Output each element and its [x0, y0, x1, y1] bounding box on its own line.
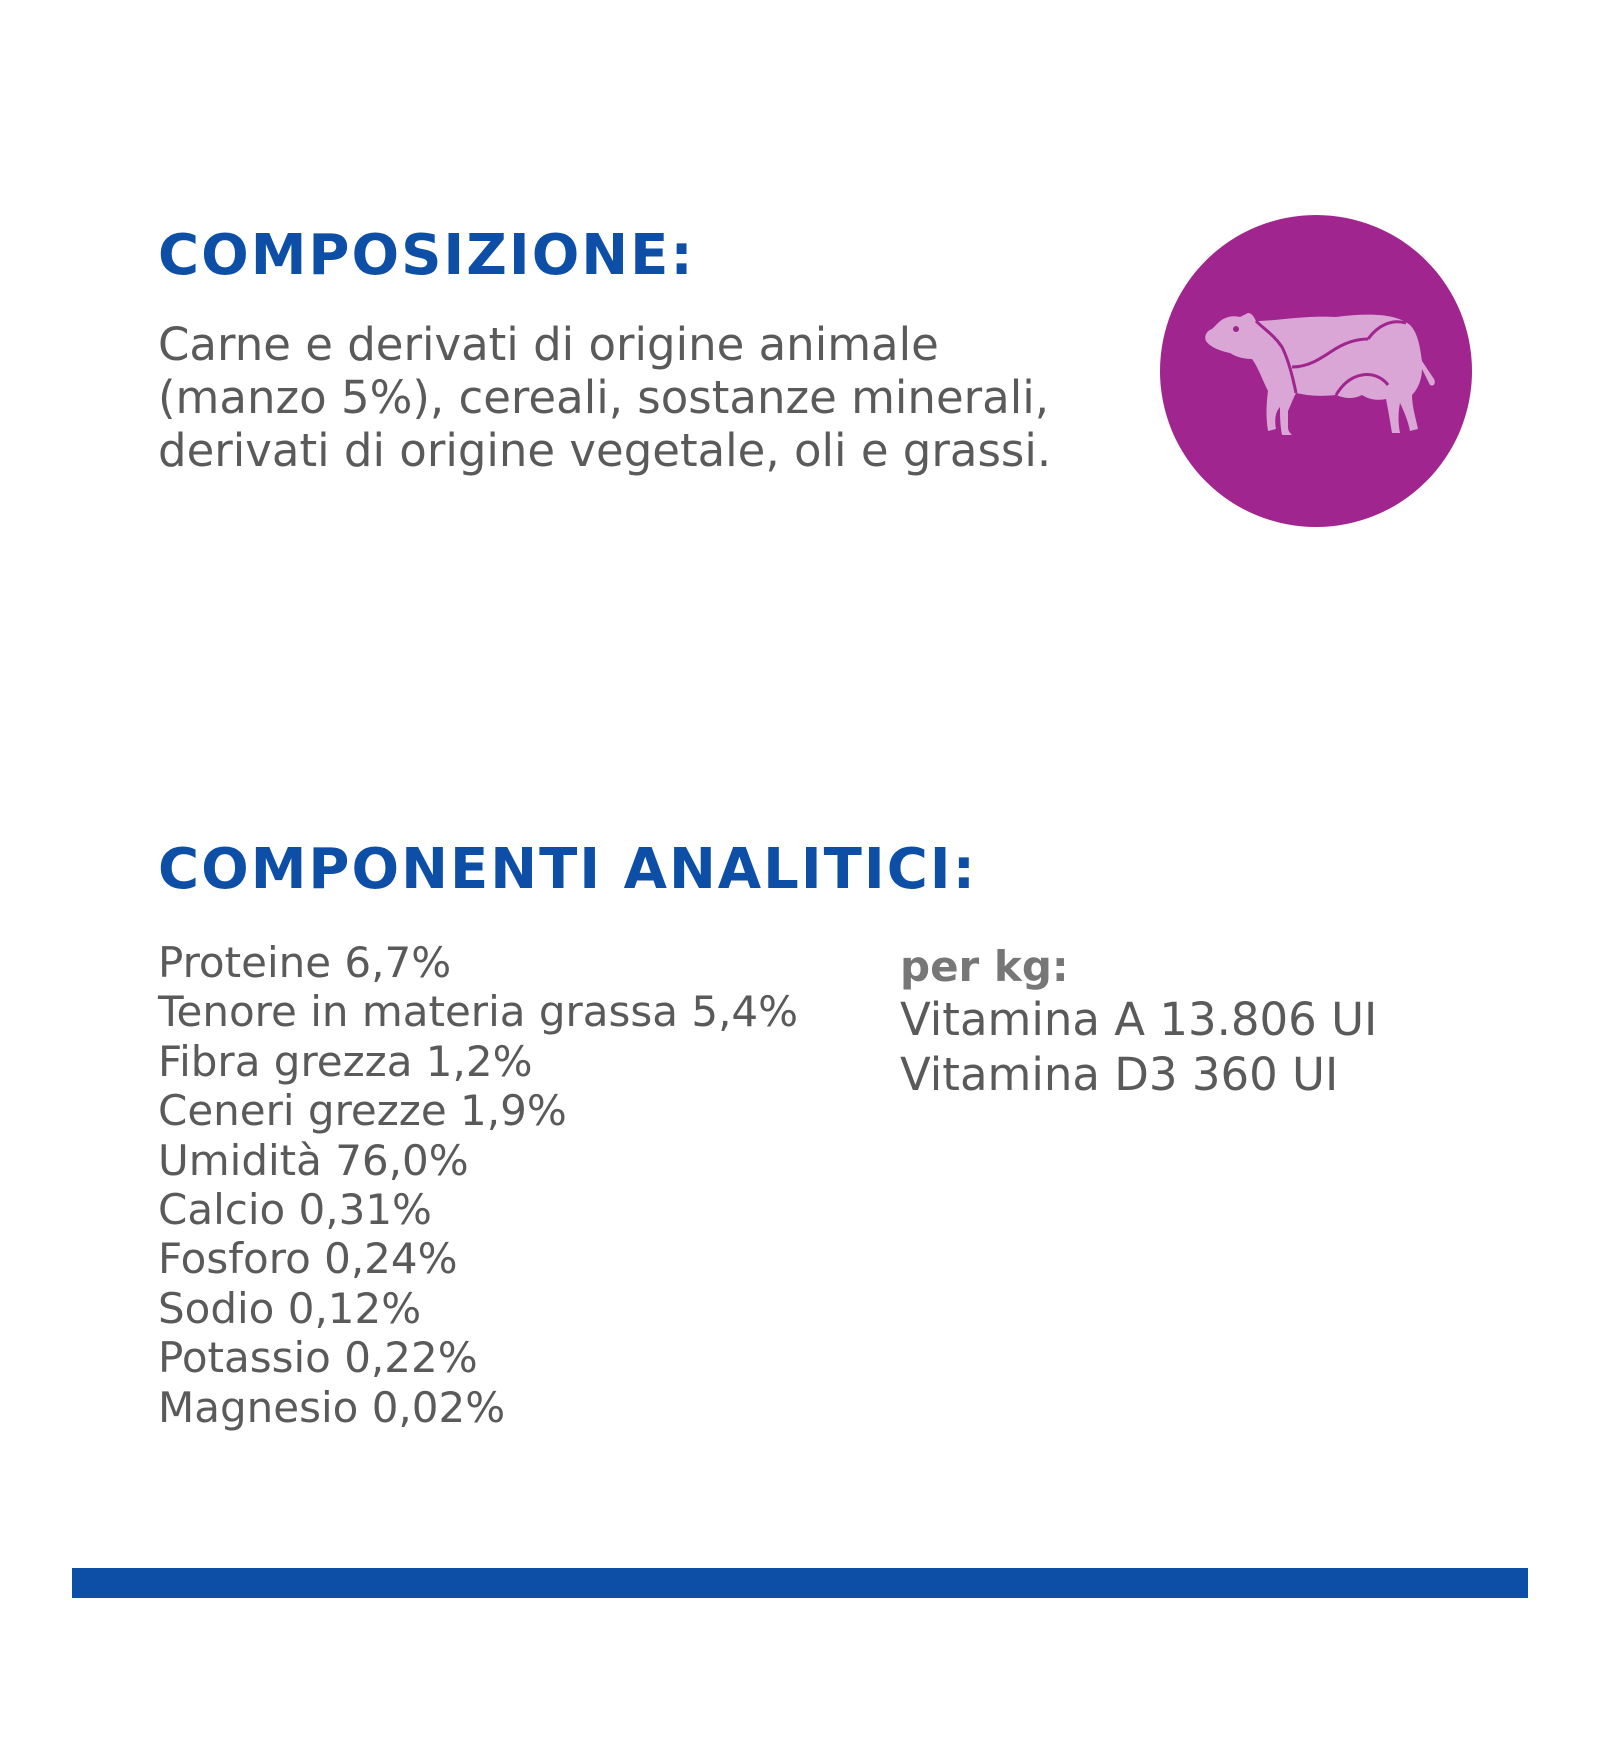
list-item: Tenore in materia grassa 5,4%: [158, 987, 799, 1037]
composition-line: Carne e derivati di origine animale: [158, 318, 939, 371]
list-item: Proteine 6,7%: [158, 938, 452, 987]
list-item: Ceneri grezze 1,9%: [158, 1086, 567, 1136]
list-item: Sodio 0,12%: [158, 1283, 422, 1333]
list-item: Magnesio 0,02%: [158, 1382, 506, 1432]
composition-line: (manzo 5%), cereali, sostanze minerali,: [158, 371, 1050, 424]
beef-icon-badge: [1160, 215, 1472, 527]
footer-bar: [72, 1568, 1528, 1598]
list-item: Potassio 0,22%: [158, 1333, 478, 1383]
list-item: Umidità 76,0%: [158, 1135, 469, 1185]
list-item: Calcio 0,31%: [158, 1185, 432, 1235]
list-item: Fibra grezza 1,2%: [158, 1036, 533, 1086]
analytics-list: [158, 938, 798, 1432]
vitamin-list: [900, 992, 1377, 1102]
composition-line: derivati di origine vegetale, oli e grassi.: [158, 424, 1052, 477]
per-kg-label: per kg:: [900, 942, 1069, 991]
list-item: Vitamina D3 360 UI: [900, 1048, 1339, 1101]
analytics-heading: COMPONENTI ANALITICI:: [158, 837, 978, 902]
per-kg-section: [900, 942, 1377, 1102]
list-item: Fosforo 0,24%: [158, 1234, 458, 1284]
composition-text: [158, 318, 1051, 477]
composition-heading: COMPOSIZIONE:: [158, 223, 695, 288]
list-item: Vitamina A 13.806 UI: [900, 993, 1378, 1046]
cow-icon: [1196, 295, 1436, 445]
